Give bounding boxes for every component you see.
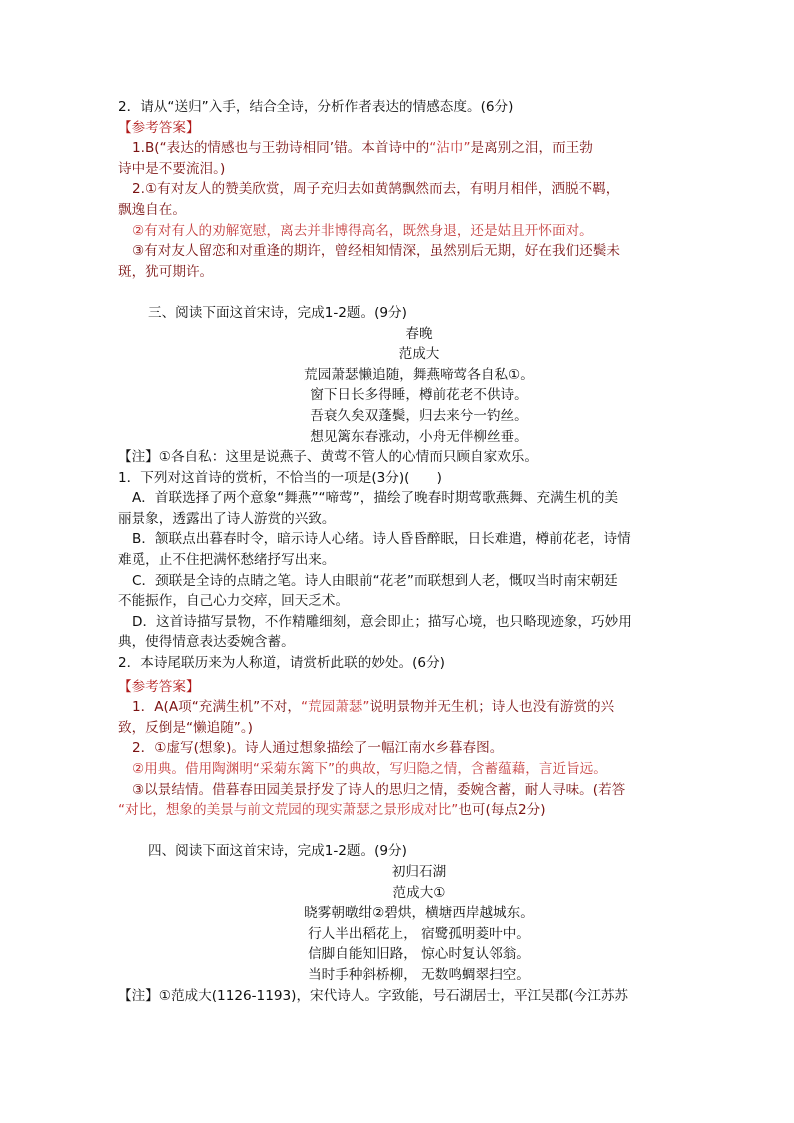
highlight-text: “对比，想象的美景与前文荒园的现实萧瑟之景形成对比” — [118, 802, 459, 819]
poem-line: 当时手种斜桥柳， 无数鸣蜩翠扫空。 — [308, 966, 530, 983]
answer-text: 1.B(“表达的情感也与王勃诗相同’错。本首诗中的 — [132, 140, 430, 157]
answer-2: 2．①虚写(想象)。诗人通过想象描绘了一幅江南水乡暮春图。 — [132, 740, 504, 757]
option-b: B．颔联点出暮春时令，暗示诗人心绪。诗人昏昏醉眠，日长难遣，樽前花老，诗情 — [132, 531, 631, 548]
answer-1 — [118, 138, 680, 159]
highlight-text: “荒园萧瑟” — [300, 699, 370, 716]
poem-title: 初归石湖 — [391, 863, 447, 880]
poem-line: 窗下日长多得睡，樽前花老不供诗。 — [310, 387, 528, 404]
option-a-cont: 丽景象，透露出了诗人游赏的兴致。 — [118, 510, 336, 527]
answer-2-point-2: ②有对有人的劝解宽慰，离去并非博得高名，既然身退，还是姑且开怀面对。 — [132, 222, 593, 239]
answer-2-point-3: ③有对友人留恋和对重逢的期许，曾经相知情深，虽然别后无期，好在我们还鬓未 — [132, 243, 620, 260]
question-2: 2．请从“送归”入手，结合全诗，分析作者表达的情感态度。(6分) — [118, 99, 514, 115]
answer-1-cont: 诗中是不要流泪。) — [118, 160, 226, 177]
poem-title: 春晚 — [405, 325, 433, 342]
answer-text: 是离别之泪，而王勃 — [470, 140, 593, 157]
answer-1-cont: 致，反倒是“懒追随”。) — [118, 719, 253, 736]
answer-2-point-3-cont — [118, 800, 680, 821]
poem-author: 范成大 — [398, 346, 440, 363]
answer-1 — [118, 697, 680, 718]
answer-text: 说明景物并无生机；诗人也没有游赏的兴 — [369, 699, 615, 716]
poem-line: 荒园萧瑟懒追随，舞燕啼莺各自私①。 — [304, 366, 534, 383]
document-content — [118, 97, 680, 1006]
section-4-heading: 四、阅读下面这首宋诗，完成1-2题。(9分) — [148, 843, 407, 860]
answer-2: 2.①有对友人的赞美欣赏，周子充归去如黄鹄飘然而去，有明月相伴，洒脱不羁， — [132, 181, 620, 198]
answer-2-cont: 飘逸自在。 — [118, 201, 186, 218]
spacer — [118, 282, 680, 303]
question-1: 1．下列对这首诗的赏析，不恰当的一项是(3分)( ) — [118, 469, 442, 486]
spacer — [118, 821, 680, 842]
poem-note: 【注】①各自私：这里是说燕子、黄莺不管人的心情而只顾自家欢乐。 — [118, 449, 538, 466]
question-2: 2．本诗尾联历来为人称道，请赏析此联的妙处。(6分) — [118, 655, 445, 672]
section-3-heading: 三、阅读下面这首宋诗，完成1-2题。(9分) — [148, 304, 407, 321]
answer-2-point-3: ③以景结情。借暮春田园美景抒发了诗人的思归之情，委婉含蓄，耐人寻味。(若答 — [132, 781, 626, 798]
option-a: A．首联选择了两个意象“舞燕”“啼莺”，描绘了晚春时期莺歌燕舞、充满生机的美 — [132, 490, 619, 507]
poem-line: 信脚自能知旧路， 惊心时复认邻翁。 — [308, 946, 530, 963]
answer-2-point-3-cont: 斑，犹可期许。 — [118, 263, 214, 280]
poem-line: 晓雾朝暾绀②碧烘，横塘西岸越城东。 — [304, 905, 534, 922]
answer-text: 1．A(A项“充满生机”不对， — [132, 699, 301, 716]
poem-note: 【注】①范成大(1126-1193)，宋代诗人。字致能，号石湖居士，平江吴郡(今江苏苏 — [118, 987, 629, 1004]
highlight-text: “沾巾” — [429, 140, 471, 157]
answer-2-point-2: ②用典。借用陶渊明“采菊东篱下”的典故，写归隐之情，含蓄蕴藉，言近旨远。 — [132, 761, 607, 777]
poem-line: 吾衰久矣双蓬鬓，归去来兮一钓丝。 — [310, 407, 528, 424]
poem-line: 行人半出稻花上， 宿鹭孤明菱叶中。 — [308, 925, 530, 942]
option-c-cont: 不能振作，自己心力交瘁，回天乏术。 — [118, 593, 350, 610]
answer-text: 也可(每点2分) — [458, 802, 546, 819]
option-d-cont: 典，使得情意表达委婉含蓄。 — [118, 634, 295, 651]
option-d: D．这首诗描写景物，不作精雕细刻，意会即止；描写心境，也只略现迹象，巧妙用 — [132, 613, 632, 630]
answer-header: 【参考答案】 — [118, 678, 200, 695]
option-c: C．颈联是全诗的点睛之笔。诗人由眼前“花老”而联想到人老，慨叹当时南宋朝廷 — [132, 572, 618, 589]
poem-author: 范成大① — [392, 884, 446, 901]
option-b-cont: 难觅，止不住把满怀愁绪抒写出来。 — [118, 552, 336, 569]
answer-header: 【参考答案】 — [118, 119, 200, 136]
poem-line: 想见篱东春涨动，小舟无伴柳丝垂。 — [310, 428, 528, 445]
